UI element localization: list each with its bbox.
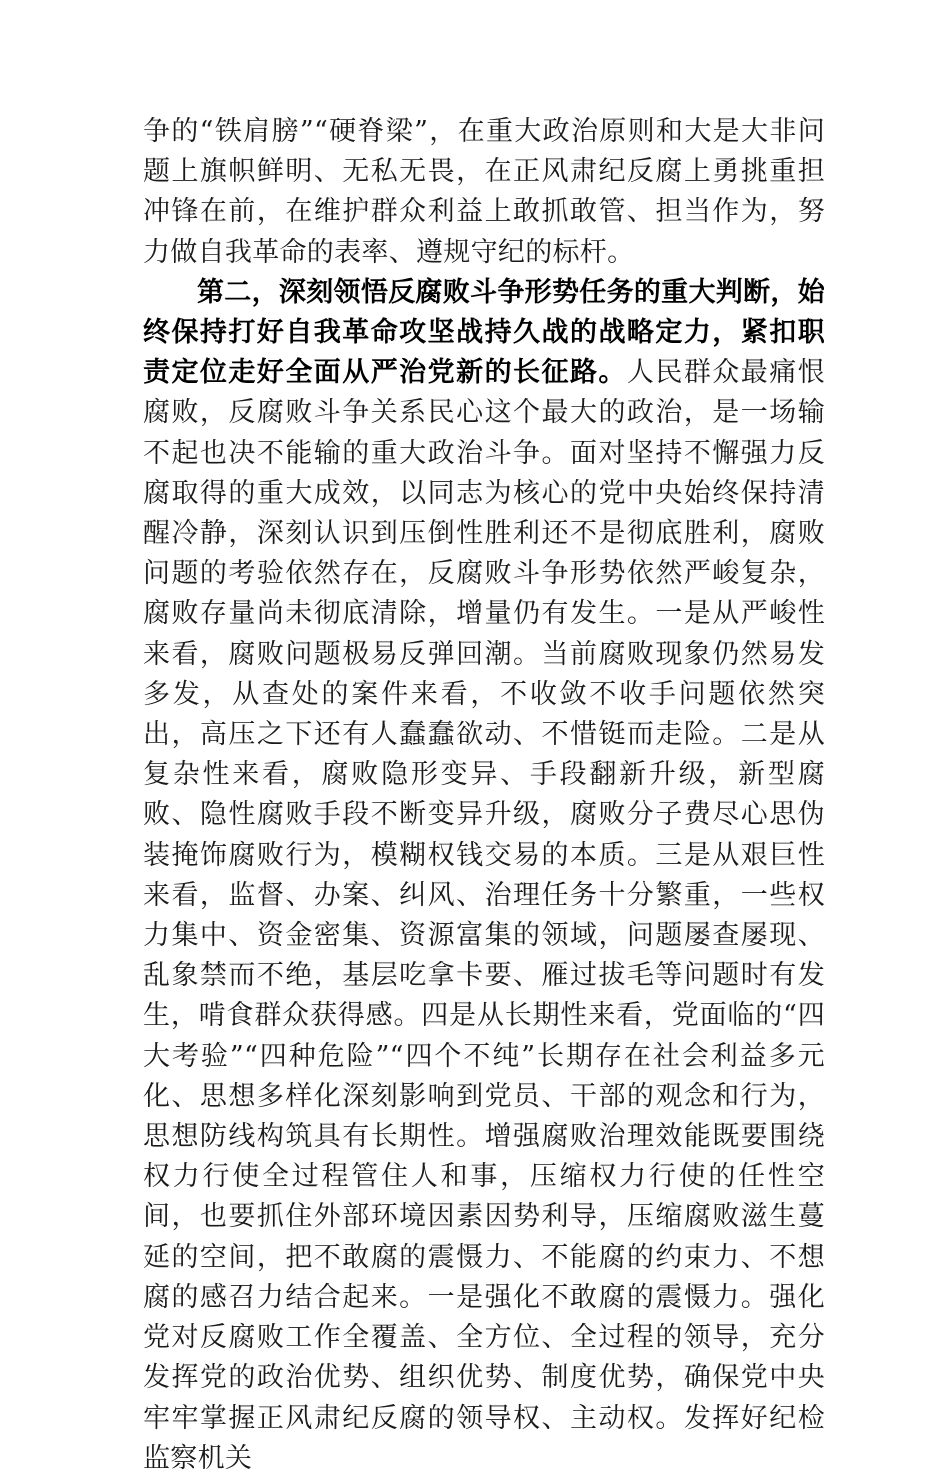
document-page <box>143 112 825 1479</box>
paragraph-body: 人民群众最痛恨腐败，反腐败斗争关系民心这个最大的政治，是一场输不起也决不能输的重大政治斗争。面对坚持不懈强力反腐取得的重大成效，以同志为核心的党中央始终保持清醒冷静，深刻认识到压倒性胜利还不是彻底胜利，腐败问题的考验依然存在，反腐败斗争形势依然严峻复杂，腐败存量尚未彻底清除，增量仍有发生。一是从严峻性来看，腐败问题极易反弹回潮。当前腐败现象仍然易发多发，从查处的案件来看，不收敛不收手问题依然突出，高压之下还有人蠢蠢欲动、不惜铤而走险。二是从复杂性来看，腐败隐形变异、手段翻新升级，新型腐败、隐性腐败手段不断变异升级，腐败分子费尽心思伪装掩饰腐败行为，模糊权钱交易的本质。三是从艰巨性来看，监督、办案、纠风、治理任务十分繁重，一些权力集中、资金密集、资源富集的领域，问题屡查屡现、乱象禁而不绝，基层吃拿卡要、雁过拔毛等问题时有发生，啃食群众获得感。四是从长期性来看，党面临的“四大考验”“四种危险”“四个不纯”长期存在社会利益多元化、思想多样化深刻影响到党员、干部的观念和行为，思想防线构筑具有长期性。增强腐败治理效能既要围绕权力行使全过程管住人和事，压缩权力行使的任性空间，也要抓住外部环境因素因势利导，压缩腐败滋生蔓延的空间，把不敢腐的震慑力、不能腐的约束力、不想腐的感召力结合起来。一是强化不敢腐的震慑力。强化党对反腐败工作全覆盖、全方位、全过程的领导，充分发挥党的政治优势、组织优势、制度优势，确保党中央牢牢掌握正风肃纪反腐的领导权、主动权。发挥好纪检监察机关 <box>143 357 825 1474</box>
paragraph-second-point <box>143 273 825 1479</box>
paragraph-continuation: 争的“铁肩膀”“硬脊梁”，在重大政治原则和大是大非问题上旗帜鲜明、无私无畏，在正风肃纪反腐上勇挑重担冲锋在前，在维护群众利益上敢抓敢管、担当作为，努力做自我革命的表率、遵规守纪的标杆。 <box>143 116 825 268</box>
paragraph-heading: 第二，深刻领悟反腐败斗争形势任务的重大判断，始终保持打好自我革命攻坚战持久战的战略定力，紧扣职责定位走好全面从严治党新的长征路。 <box>143 276 825 389</box>
